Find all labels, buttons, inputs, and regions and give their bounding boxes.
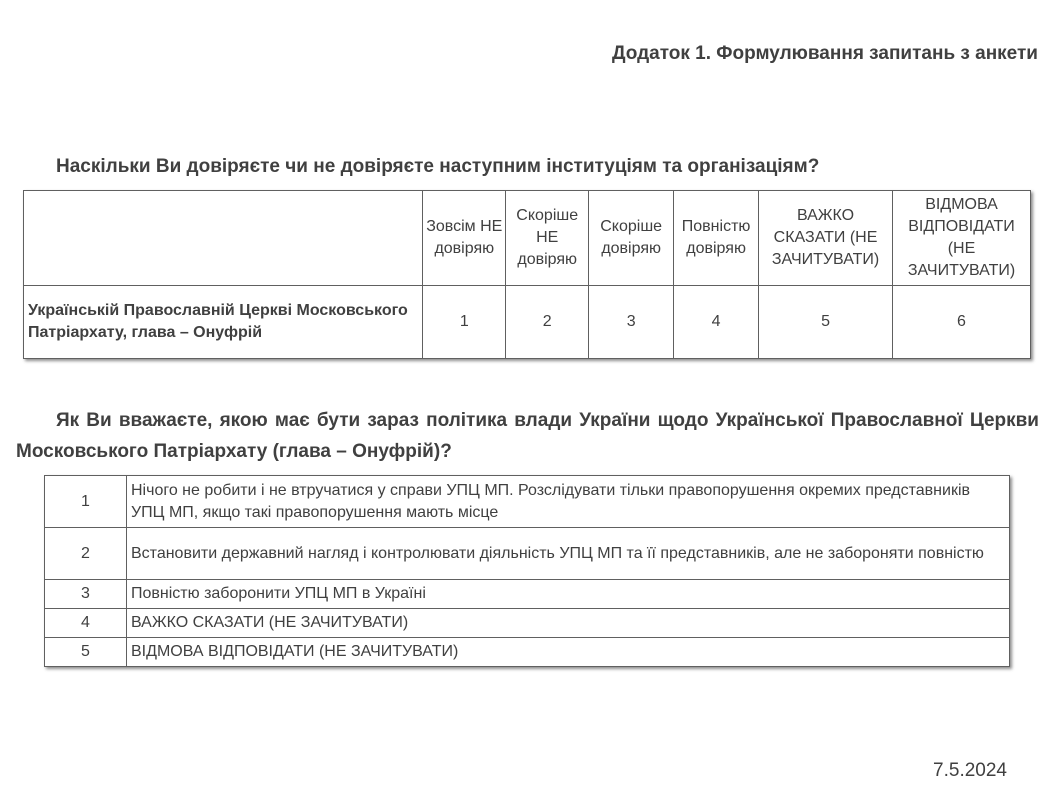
empty-header-cell <box>24 191 423 286</box>
table-row <box>45 528 1010 580</box>
table-header-row <box>24 191 1031 286</box>
option-code: 2 <box>45 528 127 580</box>
answer-code: 1 <box>423 286 506 359</box>
table-row <box>24 286 1031 359</box>
answer-code: 2 <box>506 286 589 359</box>
column-header: Зовсім НЕ довіряю <box>423 191 506 286</box>
option-text: ВІДМОВА ВІДПОВІДАТИ (НЕ ЗАЧИТУВАТИ) <box>127 638 1010 667</box>
column-header: Скоріше НЕ довіряю <box>506 191 589 286</box>
option-text: Встановити державний нагляд і контролювати діяльність УПЦ МП та її представників, але не забороняти повністю <box>127 528 1010 580</box>
answer-code: 5 <box>759 286 893 359</box>
option-code: 1 <box>45 476 127 528</box>
option-text: Повністю заборонити УПЦ МП в Україні <box>127 580 1010 609</box>
table-row <box>45 638 1010 667</box>
question-2-text: Як Ви вважаєте, якою має бути зараз політика влади України щодо Української Православної Церкви Московського Патріархату (глава – Онуфрій)? <box>16 410 1039 462</box>
table-row <box>45 580 1010 609</box>
option-code: 5 <box>45 638 127 667</box>
policy-options-table <box>44 475 1010 667</box>
option-text: Нічого не робити і не втручатися у справи УПЦ МП. Розслідувати тільки правопорушення окремих представників УПЦ МП, якщо такі правопорушення мають місце <box>127 476 1010 528</box>
answer-code: 6 <box>893 286 1031 359</box>
document-date: 7.5.2024 <box>933 760 1007 781</box>
question-1-text: Наскільки Ви довіряєте чи не довіряєте наступним інституціям та організаціям? <box>56 156 820 177</box>
table-row <box>45 609 1010 638</box>
option-code: 3 <box>45 580 127 609</box>
column-header: Повністю довіряю <box>674 191 759 286</box>
trust-scale-table <box>23 190 1031 359</box>
column-header: ВІДМОВА ВІДПОВІДАТИ (НЕ ЗАЧИТУВАТИ) <box>893 191 1031 286</box>
column-header: ВАЖКО СКАЗАТИ (НЕ ЗАЧИТУВАТИ) <box>759 191 893 286</box>
option-text: ВАЖКО СКАЗАТИ (НЕ ЗАЧИТУВАТИ) <box>127 609 1010 638</box>
column-header: Скоріше довіряю <box>589 191 674 286</box>
appendix-heading: Додаток 1. Формулювання запитань з анкети <box>611 43 1038 64</box>
option-code: 4 <box>45 609 127 638</box>
table-row <box>45 476 1010 528</box>
institution-name: Українській Православній Церкві Московського Патріархату, глава – Онуфрій <box>24 286 423 359</box>
answer-code: 3 <box>589 286 674 359</box>
answer-code: 4 <box>674 286 759 359</box>
